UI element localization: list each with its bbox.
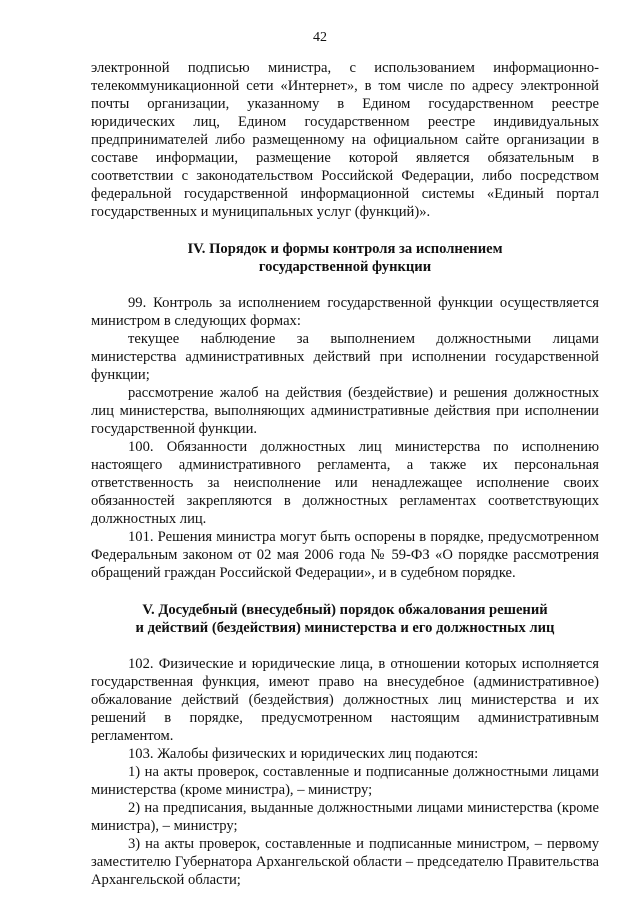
paragraph-103-item-3: 3) на акты проверок, составленные и подписанные министром, – первому заместителю Губернатора Архангельской области – председателю Правительства Архангельской области; (91, 836, 599, 888)
section-5-heading-line-1: V. Досудебный (внесудебный) порядок обжалования решений (142, 602, 548, 618)
document-body (91, 59, 599, 889)
paragraph-103: 103. Жалобы физических и юридических лиц подаются: (128, 746, 479, 762)
paragraph-99-form-a: текущее наблюдение за выполнением должностными лицами министерства административных действий при исполнении государственной функции; (91, 331, 599, 383)
paragraph-103-item-1: 1) на акты проверок, составленные и подписанные должностными лицами министерства (кроме министра), – министру; (91, 764, 599, 798)
paragraph-100: 100. Обязанности должностных лиц министерства по исполнению настоящего административного регламента, а также их персональная ответственность за неисполнение или ненадлежащее исполнение своих обязанностей закрепляются в должностных регламентах соответствующих должностных лиц. (91, 439, 599, 527)
section-5-heading (91, 601, 599, 637)
section-4-heading-line-2: государственной функции (258, 259, 432, 275)
intro-paragraph: электронной подписью министра, с использованием информационно-телекоммуникационной сети «Интернет», в том числе по адресу электронной почты организации, указанному в Едином государственном реестре юридических лиц, Едином государственном реестре индивидуальных предпринимателей либо размещенному на официальном сайте организации в составе информации, размещение которой является обязательным в соответствии с законодательством Российской Федерации, либо посредством федеральной государственной информационной системы «Единый портал государственных и муниципальных услуг (функций)». (91, 60, 599, 220)
page-number: 42 (313, 30, 327, 45)
section-4-heading (91, 240, 599, 276)
paragraph-103-item-2: 2) на предписания, выданные должностными лицами министерства (кроме министра), – министру; (91, 800, 599, 834)
paragraph-99: 99. Контроль за исполнением государственной функции осуществляется министром в следующих формах: (91, 295, 599, 329)
paragraph-99-form-b: рассмотрение жалоб на действия (бездействие) и решения должностных лиц министерства, выполняющих административные действия при исполнении государственной функции. (91, 385, 599, 437)
paragraph-102: 102. Физические и юридические лица, в отношении которых исполняется государственная функция, имеют право на внесудебное (административное) обжалование действий (бездействия) должностных лиц министерства и их решений в порядке, предусмотренном настоящим административным регламентом. (91, 656, 599, 744)
section-5-heading-line-2: и действий (бездействия) министерства и его должностных лиц (135, 620, 555, 636)
section-4-heading-line-1: IV. Порядок и формы контроля за исполнением (187, 241, 503, 257)
paragraph-101: 101. Решения министра могут быть оспорены в порядке, предусмотренном Федеральным законом от 02 мая 2006 года № 59-ФЗ «О порядке рассмотрения обращений граждан Российской Федерации», и в судебном порядке. (91, 529, 599, 581)
